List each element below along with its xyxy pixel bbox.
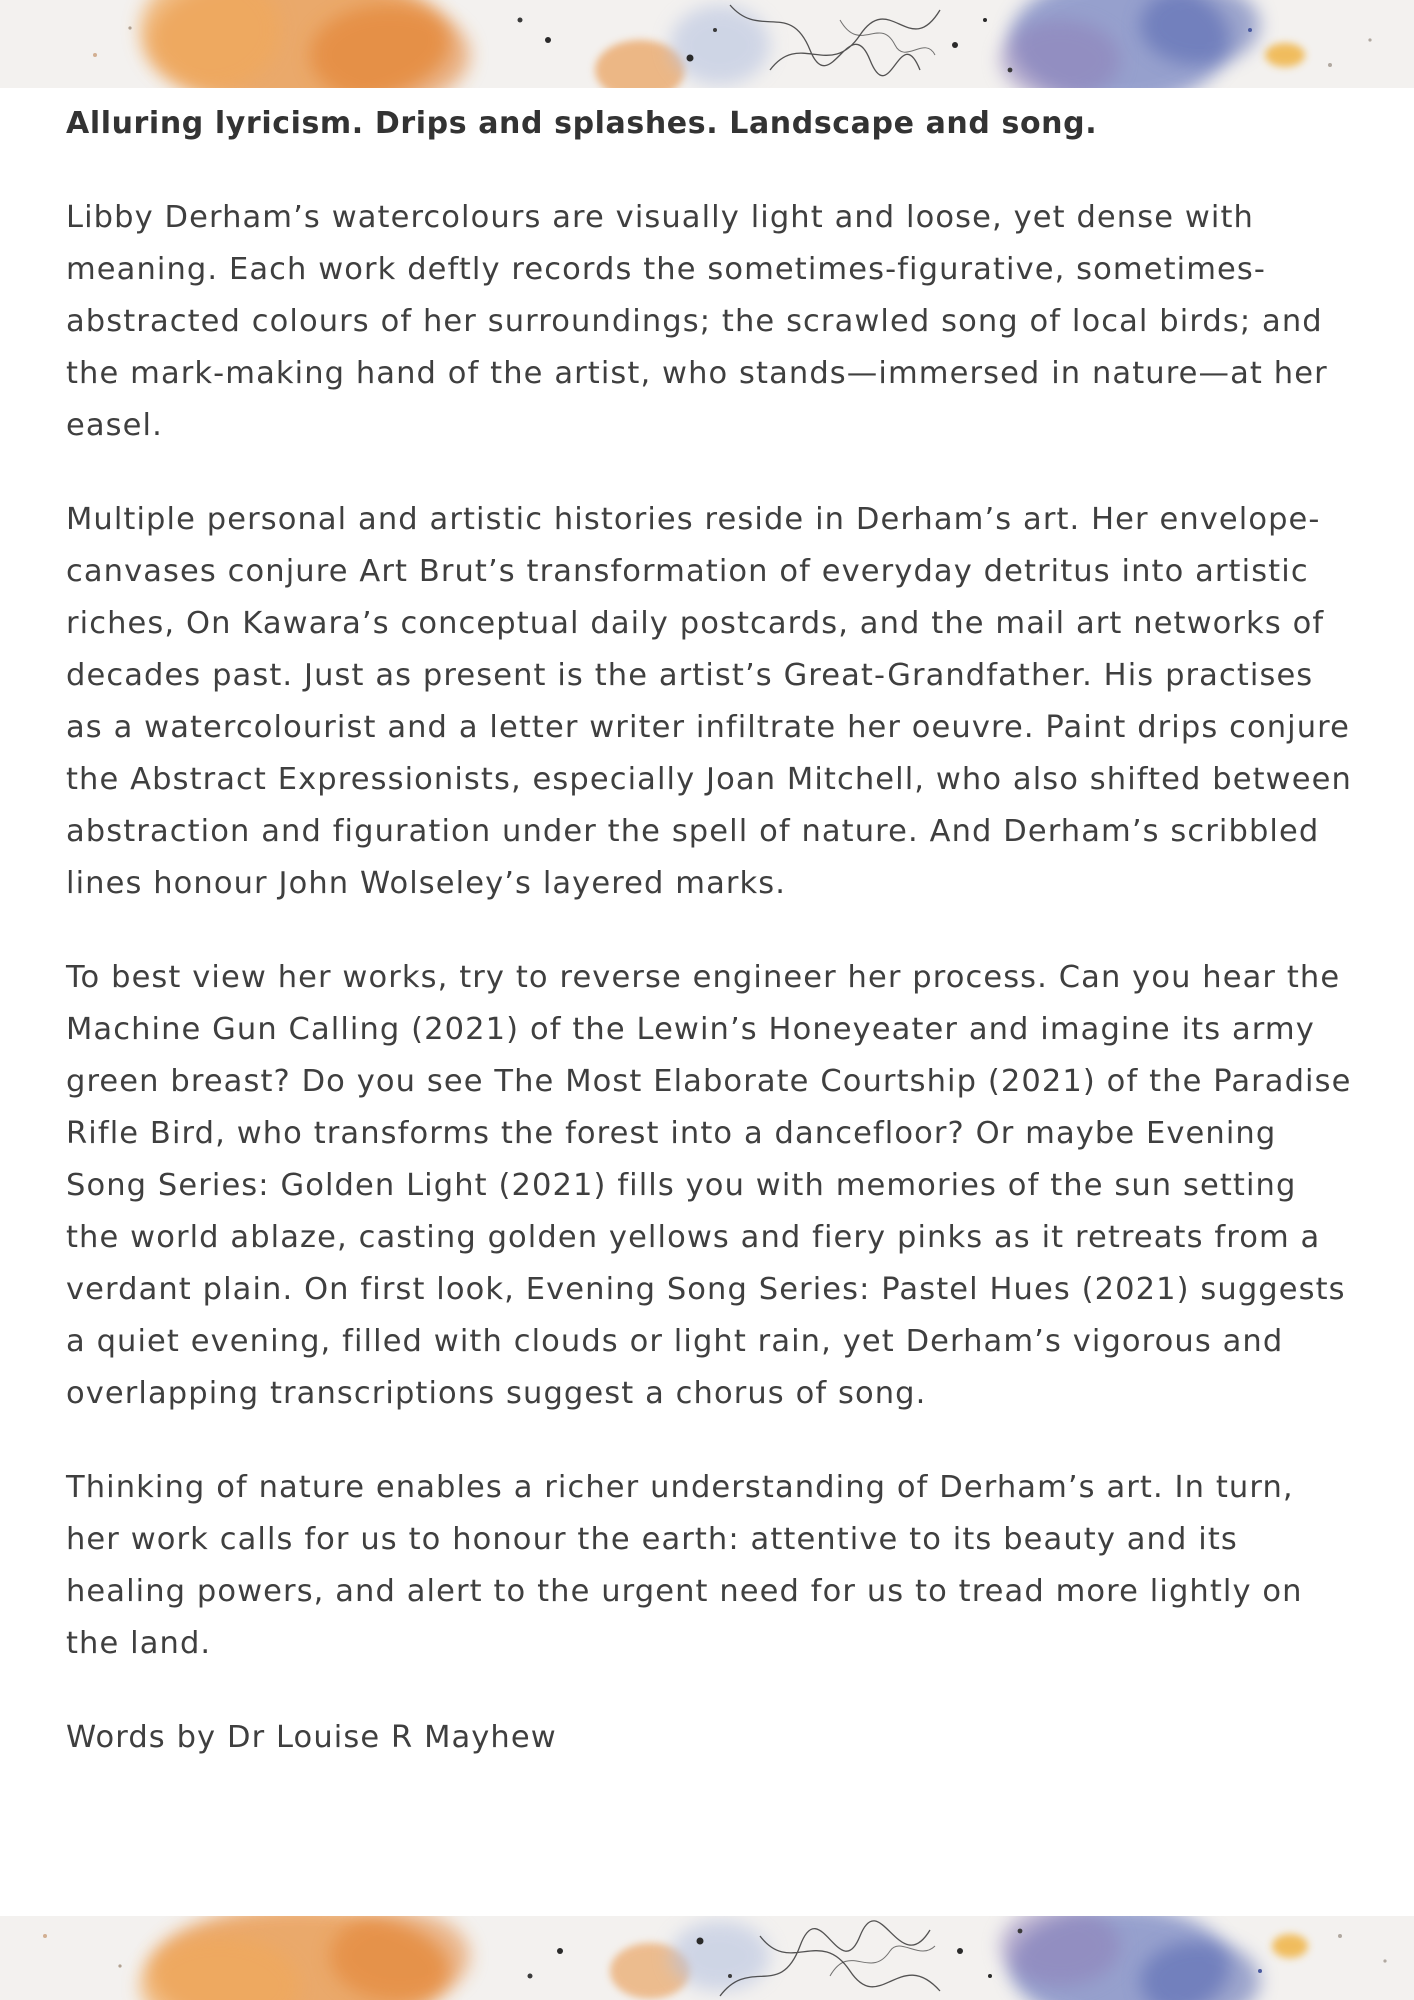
- author-credit: Words by Dr Louise R Mayhew: [66, 1720, 557, 1755]
- article-paragraph: Multiple personal and artistic histories reside in Derham’s art. Her envelope-canvases conjure Art Brut’s transformation of everyday detritus into artistic riches, On Kawara’s conceptual daily postcards, and the mail art networks of decades past. Just as present is the artist’s Great-Grandfather. His practises as a watercolourist and a letter writer infiltrate her oeuvre. Paint drips conjure the Abstract Expressionists, especially Joan Mitchell, who also shifted between abstraction and figuration under the spell of nature. And Derham’s scribbled lines honour John Wolseley’s layered marks.: [66, 502, 1352, 901]
- top-watercolour-banner: [0, 0, 1414, 88]
- article-paragraph: Libby Derham’s watercolours are visually light and loose, yet dense with meaning. Each work deftly records the sometimes-figurative, sometimes-abstracted colours of her surroundings; the scrawled song of local birds; and the mark-making hand of the artist, who stands—immersed in nature—at her easel.: [66, 200, 1328, 443]
- watercolour-decoration: [0, 1916, 1414, 2000]
- bottom-watercolour-banner: [0, 1916, 1414, 2000]
- watercolour-decoration: [0, 0, 1414, 88]
- article-lead: Alluring lyricism. Drips and splashes. Landscape and song.: [66, 106, 1098, 141]
- article-paragraph: To best view her works, try to reverse engineer her process. Can you hear the Machine Gun Calling (2021) of the Lewin’s Honeyeater and imagine its army green breast? Do you see The Most Elaborate Courtship (2021) of the Paradise Rifle Bird, who transforms the forest into a dancefloor? Or maybe Evening Song Series: Golden Light (2021) fills you with memories of the sun setting the world ablaze, casting golden yellows and fiery pinks as it retreats from a verdant plain. On first look, Evening Song Series: Pastel Hues (2021) suggests a quiet evening, filled with clouds or light rain, yet Derham’s vigorous and overlapping transcriptions suggest a chorus of song.: [66, 960, 1352, 1411]
- article-paragraph: Thinking of nature enables a richer understanding of Derham’s art. In turn, her work calls for us to honour the earth: attentive to its beauty and its healing powers, and alert to the urgent need for us to tread more lightly on the land.: [66, 1470, 1303, 1661]
- article-body: [66, 102, 1356, 1764]
